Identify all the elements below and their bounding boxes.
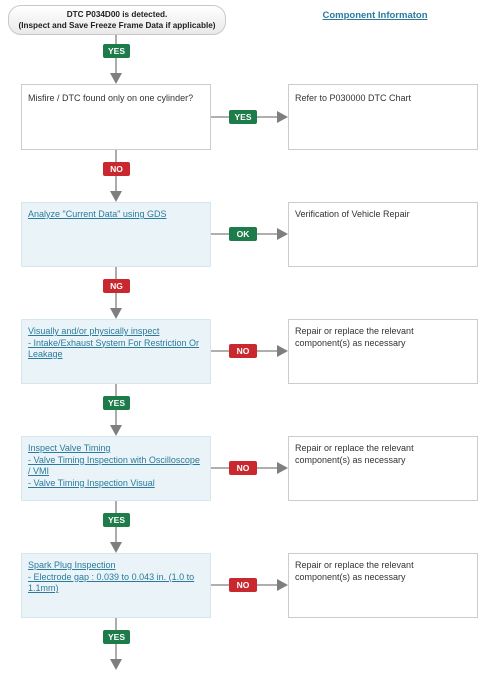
step-5-action-box — [21, 553, 211, 618]
step-5-electrode-gap-link[interactable]: - Electrode gap : 0.039 to 0.043 in. (1.0 to 1.1mm) — [28, 571, 195, 593]
step-3-result-text: Repair or replace the relevant component(s) as necessary — [295, 326, 414, 348]
step-4-oscilloscope-link[interactable]: - Valve Timing Inspection with Oscilloscope / VMI — [28, 454, 200, 476]
step-2-result-text: Verification of Vehicle Repair — [295, 209, 410, 219]
step-5-no-badge: NO — [229, 578, 257, 592]
arrowhead-down — [110, 308, 122, 319]
step-3-action-box — [21, 319, 211, 384]
step-2-action-box — [21, 202, 211, 267]
step-4-yes-badge: YES — [103, 513, 130, 527]
step-1-question-box — [21, 84, 211, 150]
step-5-spark-plug-link[interactable]: Spark Plug Inspection — [28, 560, 116, 570]
start-node — [8, 5, 226, 35]
step-4-result-text: Repair or replace the relevant component(s) as necessary — [295, 443, 414, 465]
arrowhead-down — [110, 659, 122, 670]
arrowhead-right — [277, 228, 288, 240]
step-4-action-box — [21, 436, 211, 501]
step-5-yes-badge: YES — [103, 630, 130, 644]
arrowhead-down — [110, 542, 122, 553]
step-2-analyze-link[interactable]: Analyze "Current Data" using GDS — [28, 209, 167, 219]
yes-badge: YES — [103, 44, 130, 58]
component-information-link[interactable]: Component Informaton — [322, 10, 428, 21]
step-1-yes-badge: YES — [229, 110, 257, 124]
step-4-result-box — [288, 436, 478, 501]
arrowhead-right — [277, 462, 288, 474]
start-line-2: (Inspect and Save Freeze Frame Data if applicable) — [18, 21, 216, 30]
arrowhead-right — [277, 579, 288, 591]
step-5-result-box — [288, 553, 478, 618]
step-5-result-text: Repair or replace the relevant component(s) as necessary — [295, 560, 414, 582]
start-line-1: DTC P034D00 is detected. — [66, 10, 168, 19]
step-3-intake-exhaust-link[interactable]: - Intake/Exhaust System For Restriction Or Leakage — [28, 337, 200, 359]
step-3-no-badge: NO — [229, 344, 257, 358]
step-4-no-badge: NO — [229, 461, 257, 475]
step-1-result-box — [288, 84, 478, 150]
step-3-result-box — [288, 319, 478, 384]
step-4-valve-timing-link[interactable]: Inspect Valve Timing — [28, 443, 111, 453]
step-1-result-text: Refer to P030000 DTC Chart — [295, 93, 412, 103]
arrowhead-down — [110, 73, 122, 84]
arrowhead-right — [277, 345, 288, 357]
step-1-text: Misfire / DTC found only on one cylinder? — [28, 93, 194, 103]
step-2-ok-badge: OK — [229, 227, 257, 241]
arrowhead-down — [110, 191, 122, 202]
arrowhead-right — [277, 111, 288, 123]
step-1-no-badge: NO — [103, 162, 130, 176]
step-2-result-box — [288, 202, 478, 267]
step-3-yes-badge: YES — [103, 396, 130, 410]
step-4-visual-link[interactable]: - Valve Timing Inspection Visual — [28, 477, 155, 488]
arrowhead-down — [110, 425, 122, 436]
step-3-inspect-link[interactable]: Visually and/or physically inspect — [28, 326, 160, 336]
step-2-ng-badge: NG — [103, 279, 130, 293]
